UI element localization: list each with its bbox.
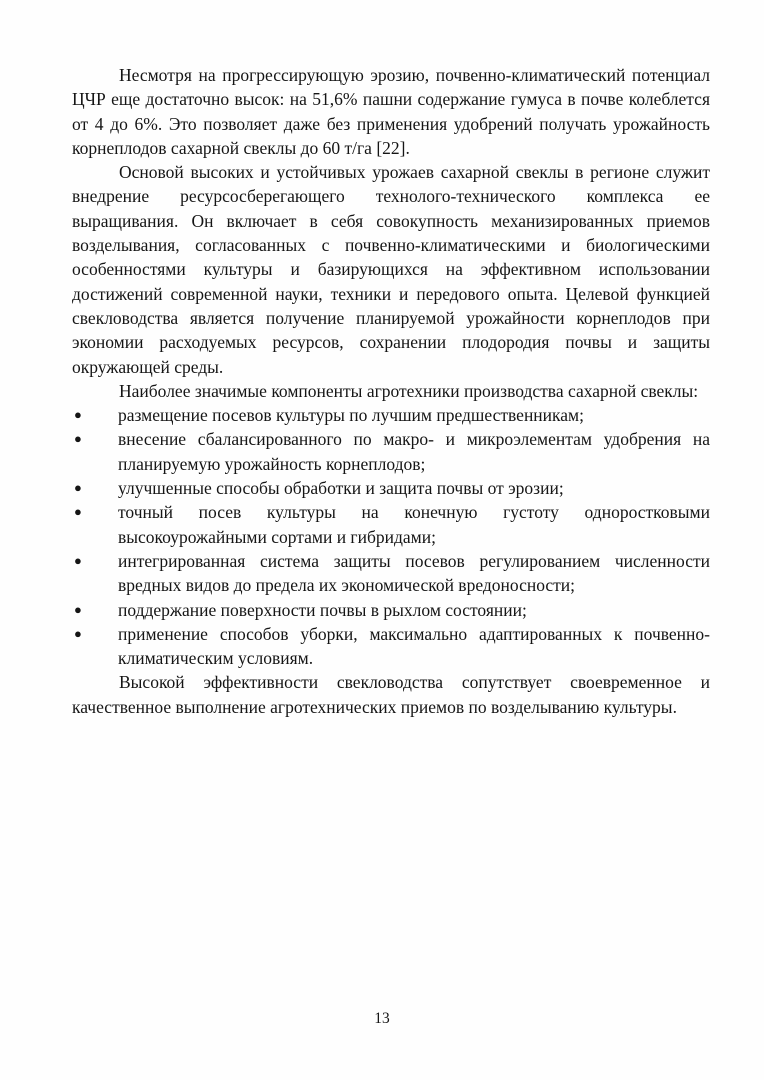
list-item-text: поддержание поверхности почвы в рыхлом состоянии; bbox=[118, 599, 527, 620]
paragraph-soil-potential: Несмотря на прогрессирующую эрозию, почвенно-климатический потенциал ЦЧР еще достаточно высок: на 51,6% пашни содержание гумуса в почве колеблется от 4 до 6%. Это позволяет даже без применения удобрений получать урожайность корнеплодов сахарной свеклы до 60 т/га [22]. bbox=[72, 65, 710, 158]
paragraph-conclusion: Высокой эффективности свекловодства сопутствует своевременное и качественное выполнение агротехнических приемов по возделыванию культуры. bbox=[72, 672, 710, 717]
list-item bbox=[72, 622, 710, 671]
bullet-icon: ● bbox=[74, 480, 82, 496]
list-item bbox=[72, 476, 710, 500]
bullet-icon: ● bbox=[74, 504, 82, 520]
paragraph-list-intro: Наиболее значимые компоненты агротехники производства сахарной свеклы: bbox=[119, 380, 699, 401]
list-item-text: внесение сбалансированного по макро- и микроэлементам удобрения на планируемую урожайность корнеплодов; bbox=[118, 429, 710, 474]
agrotechnics-bullet-list bbox=[72, 403, 710, 670]
paragraph-resource-complex: Основой высоких и устойчивых урожаев сахарной свеклы в регионе служит внедрение ресурсосберегающего технолого-технического комплекса ее выращивания. Он включает в себя совокупность механизированных приемов возделывания, согласованных с почвенно-климатическими и биологическими особенностями культуры и базирующихся на эффективном использовании достижений современной науки, техники и передового опыта. Целевой функцией свекловодства является получение планируемой урожайности корнеплодов при экономии расходуемых ресурсов, сохранении плодородия почвы и защиты окружающей среды. bbox=[72, 162, 710, 377]
list-item-text: применение способов уборки, максимально адаптированных к почвенно-климатическим условиям. bbox=[118, 623, 710, 669]
text-block bbox=[72, 63, 710, 719]
list-item bbox=[72, 598, 710, 622]
page-number: 13 bbox=[374, 1010, 390, 1027]
list-item bbox=[72, 427, 710, 476]
list-item-text: размещение посевов культуры по лучшим предшественникам; bbox=[118, 405, 584, 426]
bullet-icon: ● bbox=[74, 601, 82, 617]
list-item bbox=[72, 500, 710, 549]
bullet-icon: ● bbox=[74, 625, 82, 641]
list-item-text: интегрированная система защиты посевов регулированием численности вредных видов до предела их экономической вредоносности; bbox=[118, 550, 710, 596]
bullet-icon: ● bbox=[74, 552, 82, 568]
list-item-text: улучшенные способы обработки и защита почвы от эрозии; bbox=[118, 478, 564, 499]
list-item bbox=[72, 403, 710, 427]
bullet-icon: ● bbox=[74, 407, 82, 423]
list-item-text: точный посев культуры на конечную густоту одноростковыми высокоурожайными сортами и гибридами; bbox=[118, 502, 710, 547]
bullet-icon: ● bbox=[74, 431, 82, 447]
list-item bbox=[72, 549, 710, 598]
